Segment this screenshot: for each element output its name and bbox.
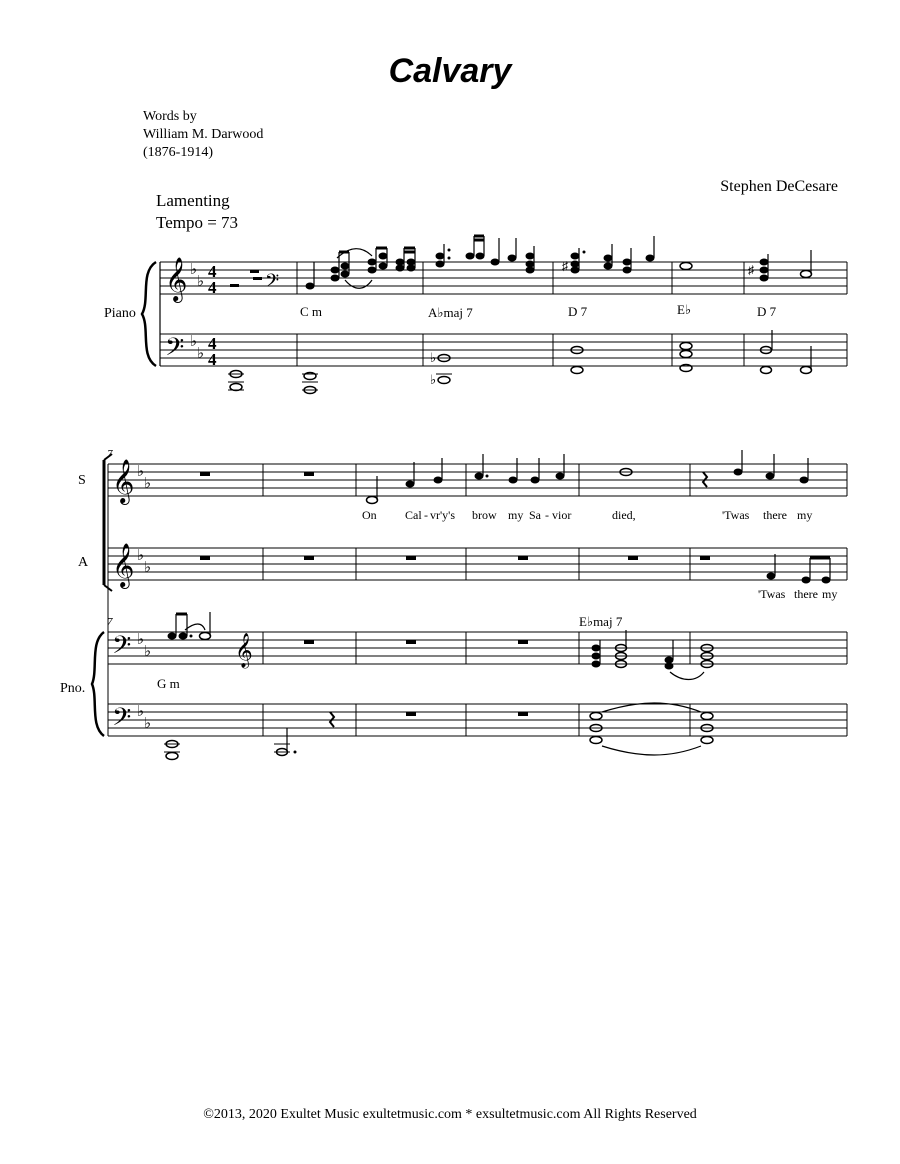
system-2 [92,450,847,760]
lyricist-line-3: (1876-1914) [143,145,213,160]
svg-text:4: 4 [208,350,217,369]
flat-icon: ♭ [190,334,198,350]
piano-treble-staff-2 [108,632,847,664]
sharp-icon: ♯ [562,259,568,273]
treble-clef-icon: 𝄞 [235,634,253,667]
lyric-syllable: vior [552,508,572,522]
lyric-hyphen: - [545,508,549,522]
treble-clef-icon: 𝄞 [112,461,135,503]
flat-icon: ♭ [144,560,152,576]
flat-icon: ♭ [144,644,152,660]
flat-icon: ♭ [144,716,152,732]
measure-number: 7 [107,616,113,628]
lyric-syllable: brow [472,508,497,522]
sharp-icon: ♯ [748,263,754,277]
lyric-syllable: there [794,587,818,601]
chord-symbol: E♭ [677,302,692,317]
lyric-syllable: On [362,508,377,522]
system-1 [142,236,847,394]
flat-icon: ♭ [144,476,152,492]
svg-text:4: 4 [208,334,217,353]
copyright-footer: ©2013, 2020 Exultet Music exultetmusic.com * exsultetmusic.com All Rights Reserved [203,1107,697,1122]
lyricist-line-2: William M. Darwood [143,127,264,142]
bass-clef-icon: 𝄢 [112,632,132,665]
composer-credit: Stephen DeCesare [720,178,838,195]
chord-symbol: D 7 [568,304,588,319]
lyric-syllable: my [822,587,838,601]
lyric-syllable: died, [612,508,636,522]
treble-clef-icon: 𝄞 [112,545,135,587]
time-signature-1 [208,262,217,369]
tempo-text: Tempo = 73 [156,213,239,232]
svg-text:4: 4 [208,262,217,281]
flat-icon: ♭ [137,464,145,480]
flat-icon: ♭ [190,262,198,278]
piano-bass-staff-2 [108,704,847,736]
soprano-staff [108,464,847,496]
chord-symbol: A♭maj 7 [428,305,473,320]
bass-clef-icon: 𝄢 [165,334,185,367]
lyric-syllable: Sa [529,508,541,522]
lyric-syllable: 'Twas [722,508,750,522]
staff-label-piano: Pno. [60,681,86,696]
alto-lyrics [758,587,837,601]
bass-clef-icon: 𝄢 [265,270,280,295]
svg-text:4: 4 [208,278,217,297]
instrument-label: Piano [104,306,136,321]
chord-symbol: D 7 [757,304,777,319]
flat-icon: ♭ [430,350,437,365]
flat-icon: ♭ [430,372,437,387]
flat-icon: ♭ [137,632,145,648]
bass-clef-icon: 𝄢 [112,704,132,737]
treble-clef-icon: 𝄞 [165,259,188,301]
lyricist-line-1: Words by [143,109,197,124]
lyric-syllable: vr'y's [430,508,455,522]
flat-icon: ♭ [197,274,205,290]
lyric-syllable: my [797,508,813,522]
chord-symbol: E♭maj 7 [579,614,623,629]
soprano-lyrics [362,508,812,522]
staff-label-alto: A [78,555,89,570]
flat-icon: ♭ [137,548,145,564]
measure-number: 7 [107,448,113,460]
flat-icon: ♭ [137,704,145,720]
expression-text: Lamenting [156,191,230,210]
lyric-syllable: Cal [405,508,422,522]
lyric-syllable: my [508,508,524,522]
chord-symbol: G m [157,676,180,691]
lyric-syllable: there [763,508,787,522]
grand-staff-brace [142,262,156,366]
grand-staff-brace [92,632,104,736]
lyric-syllable: 'Twas [758,587,786,601]
alto-staff [108,548,847,580]
lyric-hyphen: - [424,508,428,522]
song-title: Calvary [388,52,512,90]
staff-label-soprano: S [78,473,86,488]
chord-symbol: C m [300,304,323,319]
flat-icon: ♭ [197,346,205,362]
